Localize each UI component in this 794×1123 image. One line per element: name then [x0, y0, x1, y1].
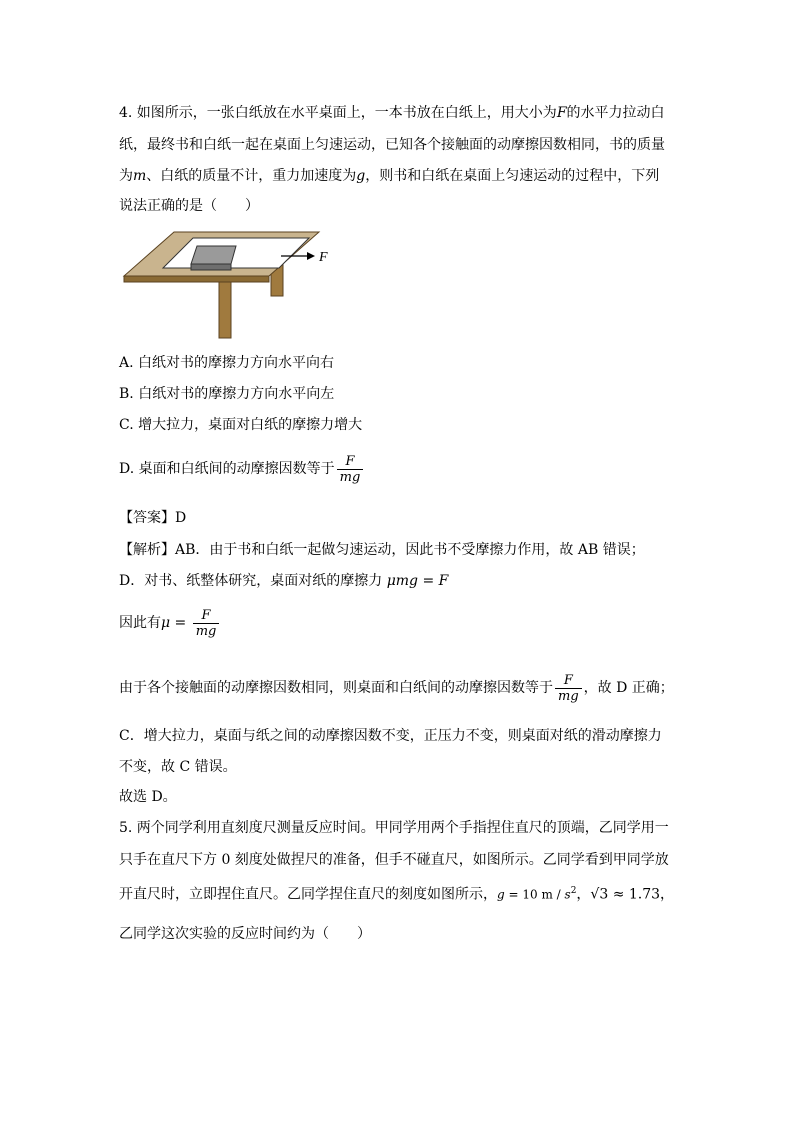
analysis-line-1: 【解析】AB．由于书和白纸一起做匀速运动，因此书不受摩擦力作用，故 AB 错误； — [119, 542, 645, 558]
fraction-f-over-mg-2: $\frac{F}{mg}$ — [193, 608, 220, 639]
table-edge — [124, 276, 269, 282]
option-d: D. 桌面和白纸间的动摩擦因数等于 $\frac{F}{mg}$ — [119, 452, 365, 486]
analysis-line-3: 因此有μ = $\frac{F}{mg}$ — [119, 605, 221, 641]
table-leg-front — [219, 280, 231, 338]
force-arrow-head — [307, 252, 315, 260]
q4-line-3: 为m、白纸的质量不计，重力加速度为g，则书和白纸在桌面上匀速运动的过程中，下列 — [119, 168, 660, 184]
fraction-f-over-mg: $\frac{F}{mg}$ — [337, 454, 364, 485]
table-book-figure — [119, 228, 339, 340]
q5-line-2: 只手在直尺下方 0 刻度处做捏尺的准备，但手不碰直尺，如图所示。乙同学看到甲同学放 — [119, 852, 669, 868]
analysis-line-7: 故选 D。 — [119, 789, 177, 805]
q4-line-1: 4. 如图所示，一张白纸放在水平桌面上，一本书放在白纸上，用大小为F的水平力拉动白 — [119, 105, 665, 121]
q4-line-2: 纸，最终书和白纸一起在桌面上匀速运动，已知各个接触面的动摩擦因数相同，书的质量 — [119, 137, 665, 153]
fraction-f-over-mg-3: $\frac{F}{mg}$ — [555, 673, 582, 704]
analysis-line-5: C．增大拉力，桌面与纸之间的动摩擦因数不变，正压力不变，则桌面对纸的滑动摩擦力 — [119, 728, 662, 744]
book-side — [191, 264, 231, 270]
analysis-line-6: 不变，故 C 错误。 — [119, 759, 237, 775]
q4-line-4: 说法正确的是（ ） — [119, 198, 259, 214]
answer-line: 【答案】D — [119, 510, 187, 526]
q5-line-4: 乙同学这次实验的反应时间约为（ ） — [119, 926, 371, 942]
option-c: C. 增大拉力，桌面对白纸的摩擦力增大 — [119, 417, 363, 433]
analysis-line-2: D．对书、纸整体研究，桌面对纸的摩擦力 μmg = F — [119, 573, 449, 589]
option-a: A. 白纸对书的摩擦力方向水平向右 — [119, 355, 335, 371]
q5-line-1: 5. 两个同学利用直刻度尺测量反应时间。甲同学用两个手指捏住直尺的顶端，乙同学用一 — [119, 820, 669, 836]
analysis-line-4: 由于各个接触面的动摩擦因数相同，则桌面和白纸间的动摩擦因数等于 $\frac{F}{mg}$ ，故 D 正确； — [119, 672, 674, 704]
force-label: F — [319, 250, 328, 265]
book-top — [191, 246, 236, 264]
q5-line-3: 开直尺时，立即捏住直尺。乙同学捏住直尺的刻度如图所示，g = 10 m / $s^2$，√3 ≈ 1.73， — [119, 886, 675, 903]
option-b: B. 白纸对书的摩擦力方向水平向左 — [119, 386, 335, 402]
